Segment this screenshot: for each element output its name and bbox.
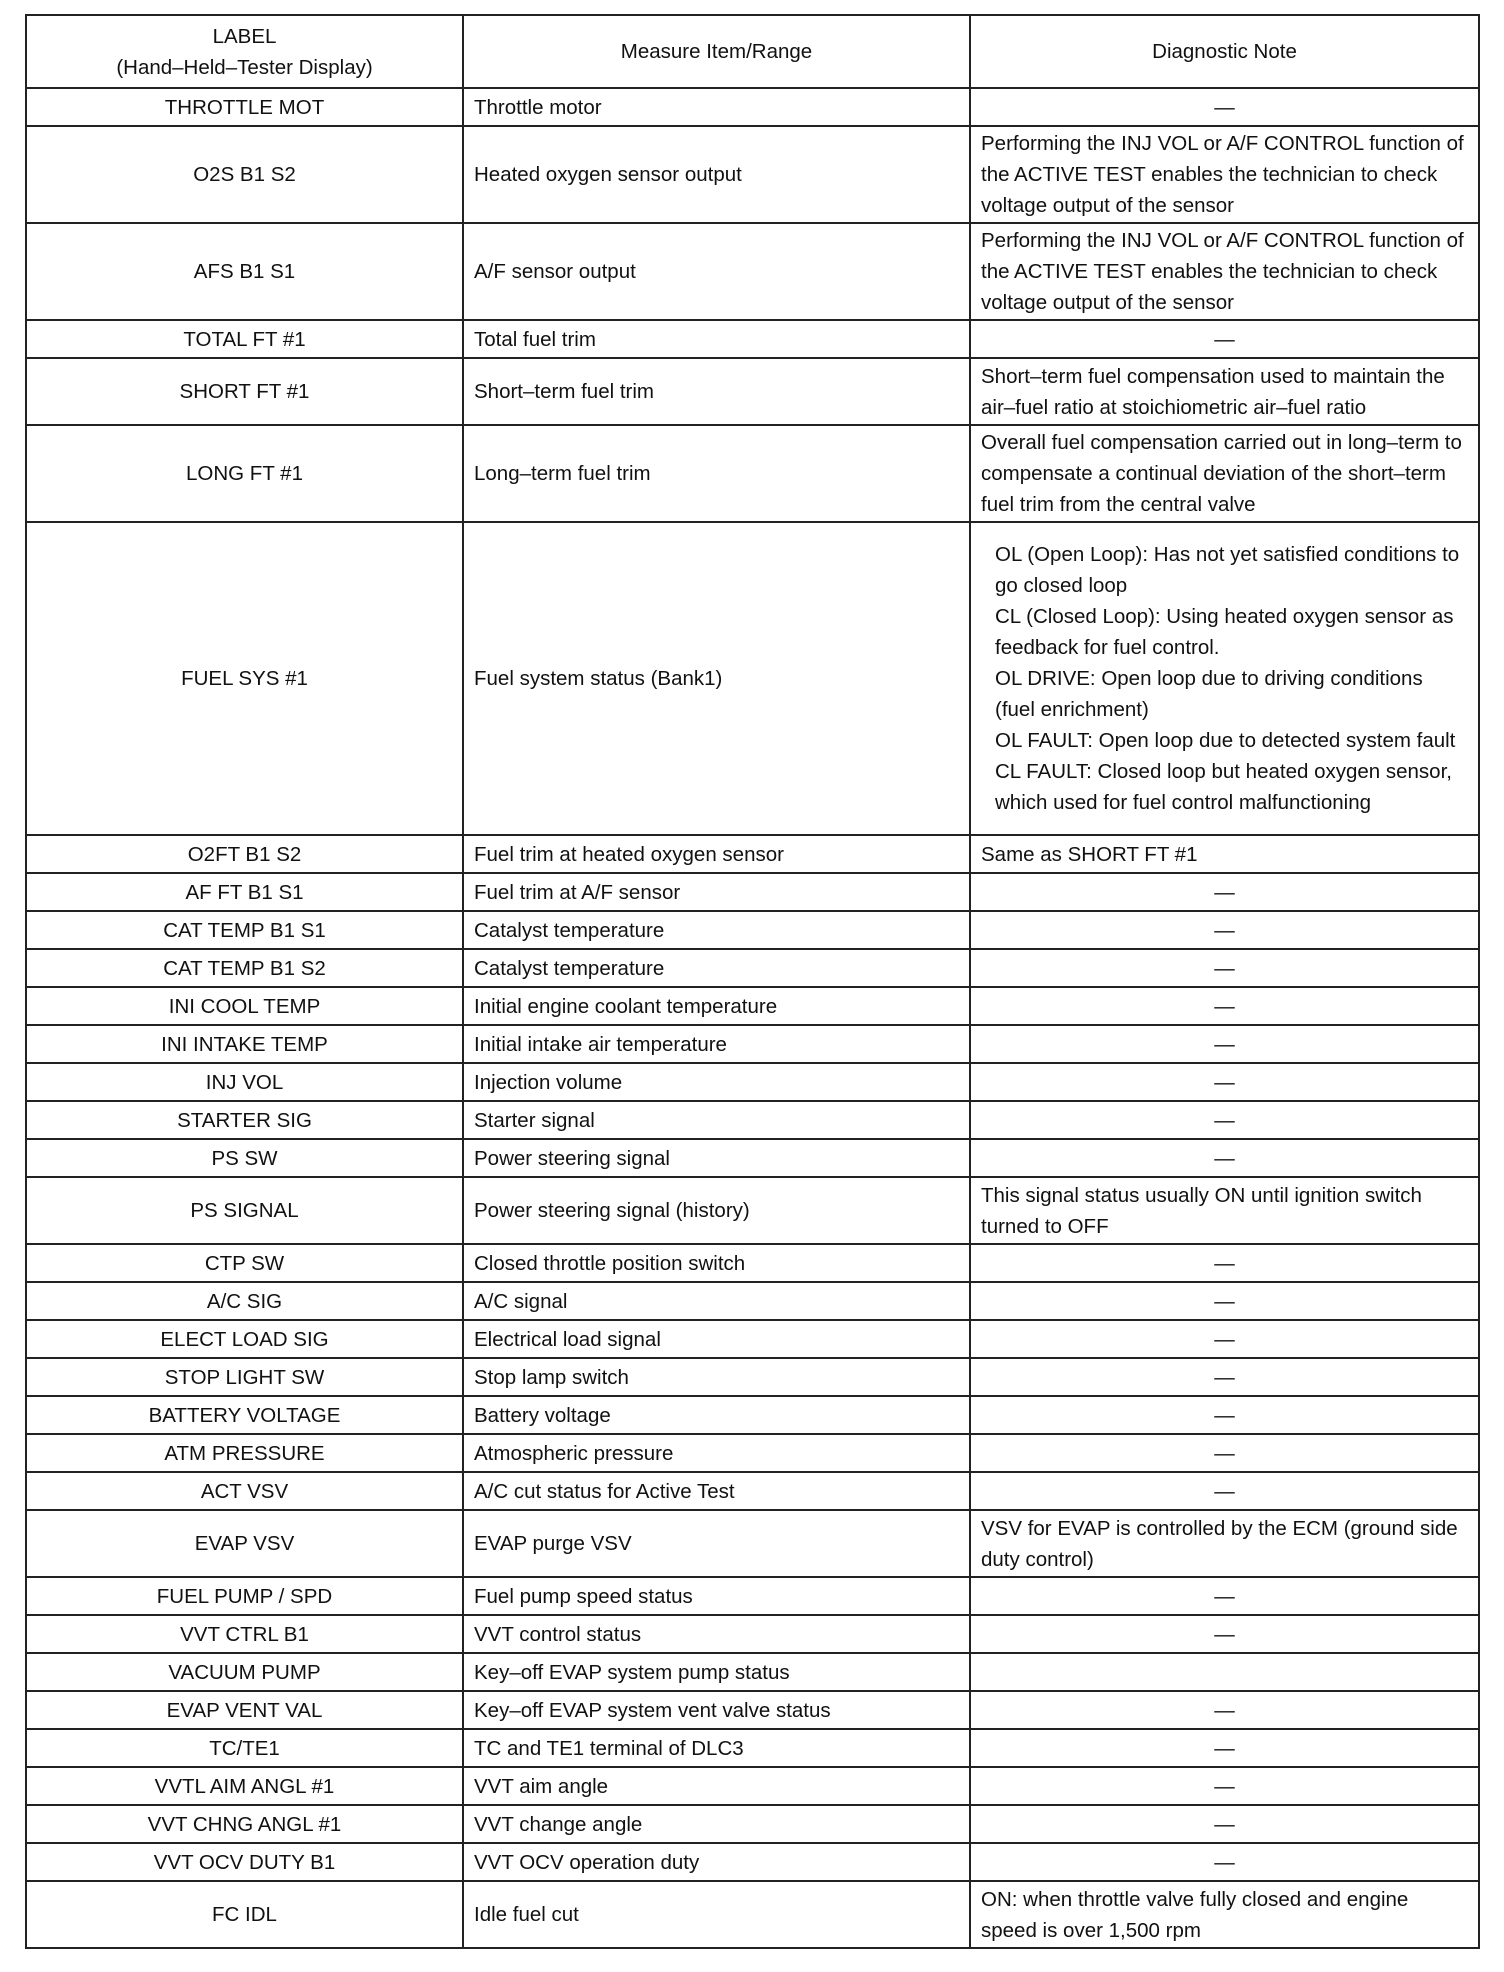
row-label: INI INTAKE TEMP bbox=[26, 1025, 463, 1063]
row-note: This signal status usually ON until ignition switch turned to OFF bbox=[970, 1177, 1479, 1244]
table-row bbox=[26, 1615, 1479, 1653]
table-row bbox=[26, 949, 1479, 987]
table-row bbox=[26, 1282, 1479, 1320]
table-row bbox=[26, 1139, 1479, 1177]
row-label: ATM PRESSURE bbox=[26, 1434, 463, 1472]
row-measure: TC and TE1 terminal of DLC3 bbox=[463, 1729, 970, 1767]
table-row bbox=[26, 911, 1479, 949]
row-note: — bbox=[970, 1691, 1479, 1729]
row-note: — bbox=[970, 1615, 1479, 1653]
row-label: EVAP VENT VAL bbox=[26, 1691, 463, 1729]
row-note: — bbox=[970, 1577, 1479, 1615]
row-measure: Starter signal bbox=[463, 1101, 970, 1139]
table-row bbox=[26, 1177, 1479, 1244]
row-label: CAT TEMP B1 S1 bbox=[26, 911, 463, 949]
row-note: — bbox=[970, 1358, 1479, 1396]
row-note: — bbox=[970, 1139, 1479, 1177]
row-note: VSV for EVAP is controlled by the ECM (ground side duty control) bbox=[970, 1510, 1479, 1577]
row-note: — bbox=[970, 1805, 1479, 1843]
row-label: LONG FT #1 bbox=[26, 425, 463, 522]
row-note bbox=[970, 1653, 1479, 1691]
row-label: INI COOL TEMP bbox=[26, 987, 463, 1025]
table-row bbox=[26, 1691, 1479, 1729]
row-note: — bbox=[970, 1472, 1479, 1510]
table-row bbox=[26, 1358, 1479, 1396]
row-measure: A/C signal bbox=[463, 1282, 970, 1320]
table-row bbox=[26, 1472, 1479, 1510]
table-row bbox=[26, 1767, 1479, 1805]
table-row bbox=[26, 987, 1479, 1025]
row-label: O2FT B1 S2 bbox=[26, 835, 463, 873]
table-row bbox=[26, 1805, 1479, 1843]
header-note: Diagnostic Note bbox=[970, 15, 1479, 88]
row-label: VVT CHNG ANGL #1 bbox=[26, 1805, 463, 1843]
row-label: INJ VOL bbox=[26, 1063, 463, 1101]
row-measure: Heated oxygen sensor output bbox=[463, 126, 970, 223]
row-note: — bbox=[970, 911, 1479, 949]
row-label: PS SW bbox=[26, 1139, 463, 1177]
row-label: VVT CTRL B1 bbox=[26, 1615, 463, 1653]
row-note: ON: when throttle valve fully closed and engine speed is over 1,500 rpm bbox=[970, 1881, 1479, 1948]
row-label: SHORT FT #1 bbox=[26, 358, 463, 425]
row-label: CTP SW bbox=[26, 1244, 463, 1282]
row-label: TC/TE1 bbox=[26, 1729, 463, 1767]
row-note: — bbox=[970, 1025, 1479, 1063]
row-measure: Key–off EVAP system pump status bbox=[463, 1653, 970, 1691]
row-note: OL (Open Loop): Has not yet satisfied conditions to go closed loop CL (Closed Loop): Using heated oxygen sensor as feedback for fuel control. OL DRIVE: Open loop due to driving conditions (fuel enrichment) OL FAULT: Open loop due to detected system fault CL FAULT: Closed loop but heated oxygen sensor, which used for fuel control malfunctioning bbox=[970, 522, 1479, 835]
row-note: — bbox=[970, 949, 1479, 987]
row-measure: Stop lamp switch bbox=[463, 1358, 970, 1396]
row-label: CAT TEMP B1 S2 bbox=[26, 949, 463, 987]
row-note: — bbox=[970, 1101, 1479, 1139]
row-note: — bbox=[970, 320, 1479, 358]
row-measure: Battery voltage bbox=[463, 1396, 970, 1434]
table-row bbox=[26, 223, 1479, 320]
row-label: FUEL PUMP / SPD bbox=[26, 1577, 463, 1615]
row-measure: A/F sensor output bbox=[463, 223, 970, 320]
row-measure: A/C cut status for Active Test bbox=[463, 1472, 970, 1510]
row-measure: Catalyst temperature bbox=[463, 949, 970, 987]
row-measure: Injection volume bbox=[463, 1063, 970, 1101]
table-row bbox=[26, 1320, 1479, 1358]
row-label: AFS B1 S1 bbox=[26, 223, 463, 320]
row-label: THROTTLE MOT bbox=[26, 88, 463, 126]
row-note: Performing the INJ VOL or A/F CONTROL function of the ACTIVE TEST enables the technician to check voltage output of the sensor bbox=[970, 126, 1479, 223]
row-label: PS SIGNAL bbox=[26, 1177, 463, 1244]
diagnostic-data-table bbox=[25, 14, 1480, 1949]
row-measure: VVT control status bbox=[463, 1615, 970, 1653]
row-measure: Fuel pump speed status bbox=[463, 1577, 970, 1615]
table-row bbox=[26, 126, 1479, 223]
row-label: FC IDL bbox=[26, 1881, 463, 1948]
row-measure: Total fuel trim bbox=[463, 320, 970, 358]
table-row bbox=[26, 320, 1479, 358]
row-label: STARTER SIG bbox=[26, 1101, 463, 1139]
row-note: — bbox=[970, 1843, 1479, 1881]
row-measure: VVT OCV operation duty bbox=[463, 1843, 970, 1881]
row-note: — bbox=[970, 1729, 1479, 1767]
table-row bbox=[26, 1063, 1479, 1101]
row-note: — bbox=[970, 1244, 1479, 1282]
row-measure: Short–term fuel trim bbox=[463, 358, 970, 425]
row-measure: Key–off EVAP system vent valve status bbox=[463, 1691, 970, 1729]
table-row bbox=[26, 873, 1479, 911]
table-header-row bbox=[26, 15, 1479, 88]
row-note: — bbox=[970, 1320, 1479, 1358]
row-measure: Power steering signal bbox=[463, 1139, 970, 1177]
table-row bbox=[26, 522, 1479, 835]
row-measure: Idle fuel cut bbox=[463, 1881, 970, 1948]
row-measure: Closed throttle position switch bbox=[463, 1244, 970, 1282]
row-label: STOP LIGHT SW bbox=[26, 1358, 463, 1396]
row-label: A/C SIG bbox=[26, 1282, 463, 1320]
table-row bbox=[26, 358, 1479, 425]
table-row bbox=[26, 1881, 1479, 1948]
table-row bbox=[26, 1577, 1479, 1615]
row-label: VVTL AIM ANGL #1 bbox=[26, 1767, 463, 1805]
row-label: AF FT B1 S1 bbox=[26, 873, 463, 911]
row-measure: Electrical load signal bbox=[463, 1320, 970, 1358]
table-row bbox=[26, 1025, 1479, 1063]
table-row bbox=[26, 1510, 1479, 1577]
row-measure: Catalyst temperature bbox=[463, 911, 970, 949]
row-note: Short–term fuel compensation used to maintain the air–fuel ratio at stoichiometric air–fuel ratio bbox=[970, 358, 1479, 425]
row-measure: Throttle motor bbox=[463, 88, 970, 126]
row-note: — bbox=[970, 88, 1479, 126]
row-measure: Initial engine coolant temperature bbox=[463, 987, 970, 1025]
header-measure: Measure Item/Range bbox=[463, 15, 970, 88]
row-measure: Initial intake air temperature bbox=[463, 1025, 970, 1063]
row-note: — bbox=[970, 1282, 1479, 1320]
row-measure: VVT change angle bbox=[463, 1805, 970, 1843]
row-measure: Fuel trim at A/F sensor bbox=[463, 873, 970, 911]
row-label: BATTERY VOLTAGE bbox=[26, 1396, 463, 1434]
row-note: Performing the INJ VOL or A/F CONTROL function of the ACTIVE TEST enables the technician to check voltage output of the sensor bbox=[970, 223, 1479, 320]
row-note: — bbox=[970, 1396, 1479, 1434]
row-label: VACUUM PUMP bbox=[26, 1653, 463, 1691]
table-row bbox=[26, 88, 1479, 126]
table-row bbox=[26, 1843, 1479, 1881]
row-measure: Fuel trim at heated oxygen sensor bbox=[463, 835, 970, 873]
row-label: ACT VSV bbox=[26, 1472, 463, 1510]
row-note: Overall fuel compensation carried out in long–term to compensate a continual deviation of the short–term fuel trim from the central valve bbox=[970, 425, 1479, 522]
row-note: — bbox=[970, 1434, 1479, 1472]
row-label: EVAP VSV bbox=[26, 1510, 463, 1577]
row-measure: Fuel system status (Bank1) bbox=[463, 522, 970, 835]
row-measure: Power steering signal (history) bbox=[463, 1177, 970, 1244]
table-body bbox=[26, 88, 1479, 1948]
table-row bbox=[26, 425, 1479, 522]
row-note: — bbox=[970, 1063, 1479, 1101]
row-measure: Atmospheric pressure bbox=[463, 1434, 970, 1472]
row-label: ELECT LOAD SIG bbox=[26, 1320, 463, 1358]
row-note: Same as SHORT FT #1 bbox=[970, 835, 1479, 873]
row-measure: Long–term fuel trim bbox=[463, 425, 970, 522]
table-row bbox=[26, 1244, 1479, 1282]
row-note: — bbox=[970, 1767, 1479, 1805]
table-row bbox=[26, 1653, 1479, 1691]
row-measure: VVT aim angle bbox=[463, 1767, 970, 1805]
row-label: VVT OCV DUTY B1 bbox=[26, 1843, 463, 1881]
table-row bbox=[26, 1101, 1479, 1139]
table-row bbox=[26, 1729, 1479, 1767]
table-row bbox=[26, 1396, 1479, 1434]
header-label: LABEL (Hand–Held–Tester Display) bbox=[26, 15, 463, 88]
row-measure: EVAP purge VSV bbox=[463, 1510, 970, 1577]
row-label: TOTAL FT #1 bbox=[26, 320, 463, 358]
row-note: — bbox=[970, 987, 1479, 1025]
row-label: O2S B1 S2 bbox=[26, 126, 463, 223]
table-row bbox=[26, 1434, 1479, 1472]
row-label: FUEL SYS #1 bbox=[26, 522, 463, 835]
table-row bbox=[26, 835, 1479, 873]
row-note: — bbox=[970, 873, 1479, 911]
